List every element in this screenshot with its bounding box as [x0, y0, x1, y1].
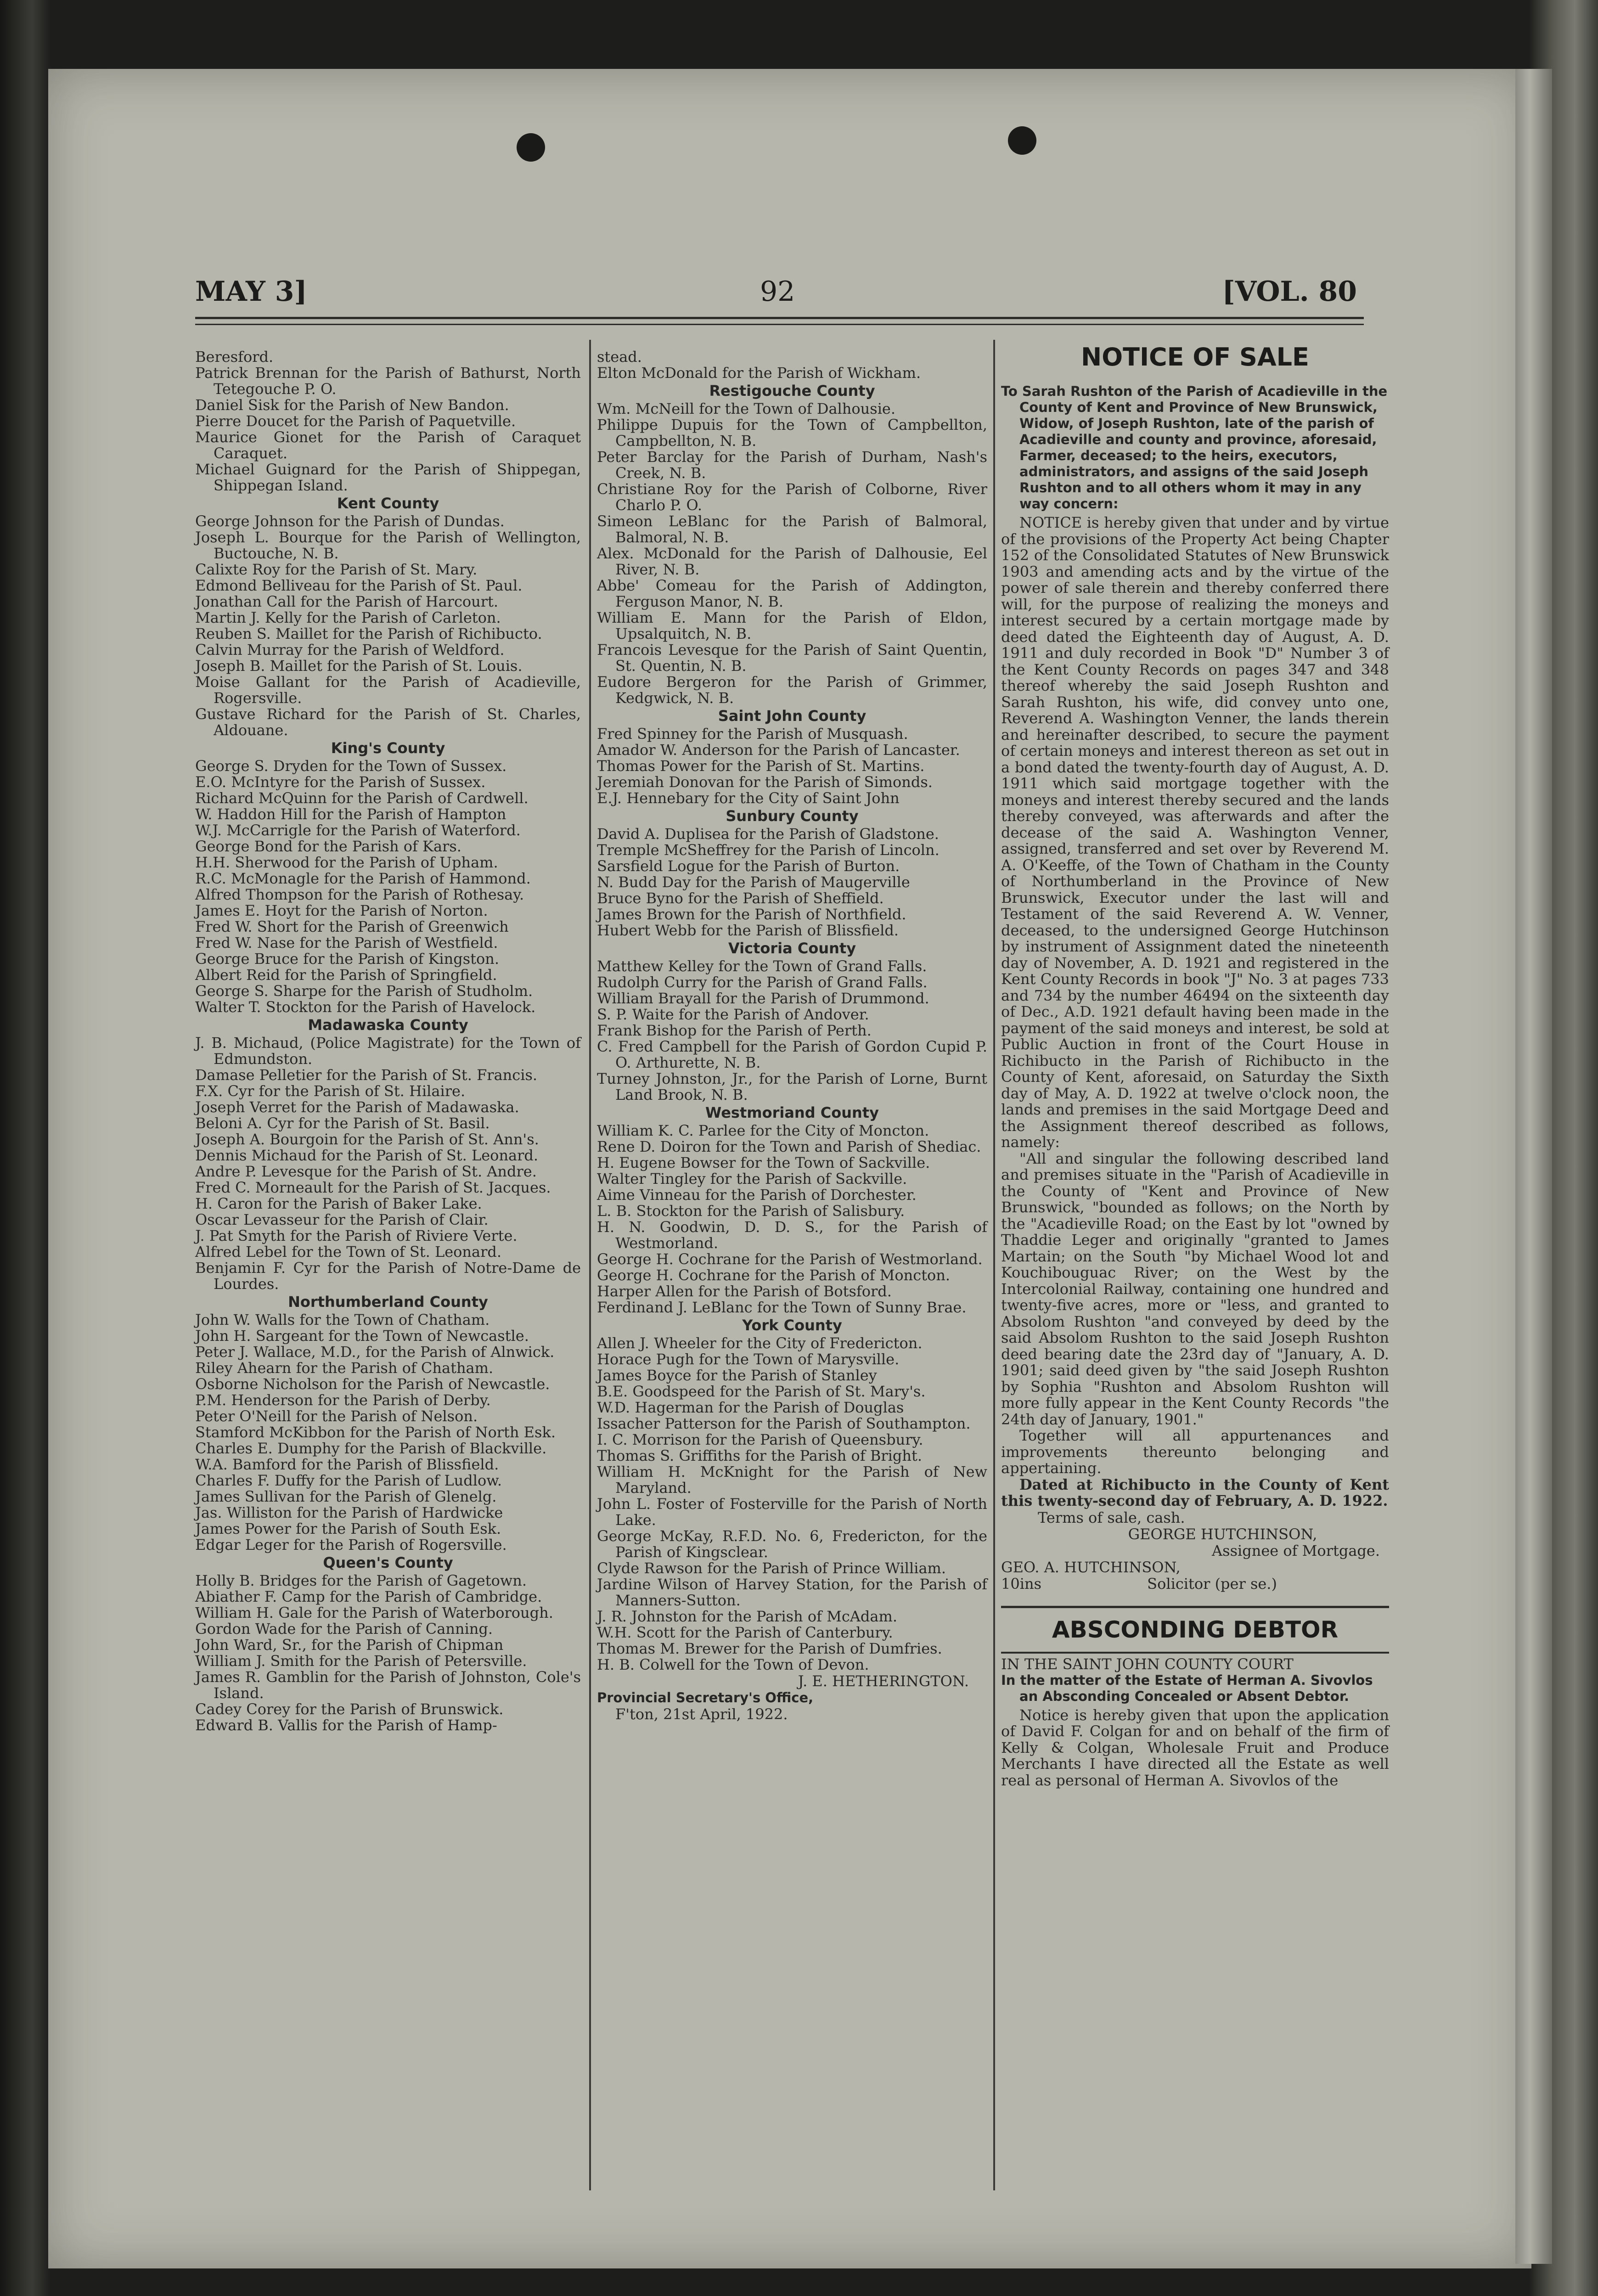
notice-of-sale-title: NOTICE OF SALE	[1081, 343, 1309, 371]
justice-entry: H.H. Sherwood for the Parish of Upham.	[195, 854, 498, 871]
justice-entry: John L. Foster of Fosterville for the Parish of North Lake.	[597, 1495, 987, 1529]
justice-entry: H. Eugene Bowser for the Town of Sackville.	[597, 1154, 930, 1171]
justice-entry: Calvin Murray for the Parish of Weldford.	[195, 641, 505, 658]
entries-group	[195, 1573, 581, 1733]
justice-entry: Joseph B. Maillet for the Parish of St. Louis.	[195, 657, 523, 675]
justice-entry: Francois Levesque for the Parish of Saint Quentin, St. Quentin, N. B.	[597, 641, 987, 675]
justice-entry: Holly B. Bridges for the Parish of Gagetown.	[195, 1572, 527, 1589]
justice-entry: William Brayall for the Parish of Drummond.	[597, 990, 929, 1007]
justice-entry: Fred W. Nase for the Parish of Westfield.	[195, 934, 498, 951]
notice-dated: Dated at Richibucto in the County of Kent this twenty-second day of February, A. D. 1922.	[1001, 1475, 1389, 1509]
justice-entry: George Bond for the Parish of Kars.	[195, 838, 461, 855]
justice-entry: Fred W. Short for the Parish of Greenwich	[195, 918, 509, 935]
justice-entry: L. B. Stockton for the Parish of Salisbury.	[597, 1202, 905, 1220]
court-name: IN THE SAINT JOHN COUNTY COURT	[1001, 1655, 1294, 1673]
justice-entry: Joseph L. Bourque for the Parish of Wellington, Buctouche, N. B.	[195, 529, 581, 562]
solicitor-title: Solicitor (per se.)	[1147, 1575, 1277, 1593]
justice-entry: David A. Duplisea for the Parish of Gladstone.	[597, 825, 939, 843]
justice-entry: W.D. Hagerman for the Parish of Douglas	[597, 1399, 904, 1416]
justice-entry: Osborne Nicholson for the Parish of Newcastle.	[195, 1375, 550, 1393]
justice-entry: W.J. McCarrigle for the Parish of Waterford.	[195, 822, 521, 839]
justice-entry: Stamford McKibbon for the Parish of North Esk.	[195, 1424, 556, 1441]
justice-entry: Edgar Leger for the Parish of Rogersville.	[195, 1536, 507, 1553]
justice-entry: Joseph Verret for the Parish of Madawaska.	[195, 1098, 519, 1116]
justice-entry: Matthew Kelley for the Town of Grand Falls.	[597, 957, 927, 975]
notice-date: F'ton, 21st April, 1922.	[615, 1705, 788, 1723]
county-heading: Victoria County	[728, 940, 856, 957]
justice-entry: Riley Ahearn for the Parish of Chatham.	[195, 1359, 494, 1377]
binding-hole-left	[517, 133, 545, 162]
justice-entry: Philippe Dupuis for the Town of Campbellton, Campbellton, N. B.	[597, 416, 987, 450]
justice-entry: George S. Dryden for the Town of Sussex.	[195, 757, 507, 775]
justice-entry: George S. Sharpe for the Parish of Studholm.	[195, 982, 533, 1000]
justice-entry: Peter O'Neill for the Parish of Nelson.	[195, 1407, 478, 1425]
justice-entry: Gustave Richard for the Parish of St. Charles, Aldouane.	[195, 705, 581, 739]
binding-hole-right	[1008, 126, 1036, 155]
column-justices-2	[597, 349, 987, 1722]
county-heading: Kent County	[337, 495, 439, 512]
section-rule-2	[1001, 1652, 1389, 1654]
justice-entry: W.A. Bamford for the Parish of Blissfield.	[195, 1456, 499, 1473]
entries-group	[195, 349, 581, 494]
justice-entry: James Brown for the Parish of Northfield.	[597, 906, 906, 923]
justice-entry: F.X. Cyr for the Parish of St. Hilaire.	[195, 1082, 466, 1100]
justice-entry: N. Budd Day for the Parish of Maugerville	[597, 873, 910, 891]
justice-entry: James E. Hoyt for the Parish of Norton.	[195, 902, 488, 919]
justice-entry: Charles F. Duffy for the Parish of Ludlow.	[195, 1472, 502, 1489]
solicitor-line	[1001, 1576, 1389, 1592]
justice-entry: George McKay, R.F.D. No. 6, Fredericton, for the Parish of Kingsclear.	[597, 1527, 987, 1561]
assignee-name: GEORGE HUTCHINSON,	[1128, 1525, 1317, 1543]
county-heading: King's County	[331, 739, 445, 757]
notice-land-description: "All and singular the following described land and premises situate in the "Parish of Acadieville in the County of "Kent and Province of New Brunswick, "bounded as follows; on the North by the "Acadieville Road; on the East by lot "owned by Thaddie Leger and originally "granted to James Martain; on the South "by Michael Wood lot and Kouchibouguac River; on the West by the Intercolonial Railway, containing one hundred and twenty-five acres, more or "less, and granted to Absolom Rushton "and conveyed by deed by the said Absolom Rushton to the said Joseph Rushton deed bearing date the 23rd day of "January, A. D. 1901; said deed given by "the said Joseph Rushton by Sophia "Rushton and Absolom Rushton will more fully appear in the Kent County Records "the 24th day of January, 1901."	[1001, 1149, 1389, 1428]
justice-entry: Martin J. Kelly for the Parish of Carleton.	[195, 609, 501, 626]
justice-entry: Jas. Williston for the Parish of Hardwicke	[195, 1504, 503, 1521]
justice-entry: Abbe' Comeau for the Parish of Addington, Ferguson Manor, N. B.	[597, 577, 987, 610]
justice-entry: Bruce Byno for the Parish of Sheffield.	[597, 889, 884, 907]
justice-entry: George H. Cochrane for the Parish of Moncton.	[597, 1266, 951, 1284]
justice-entry: Pierre Doucet for the Parish of Paquetville.	[195, 412, 516, 430]
column-notices	[1001, 343, 1389, 1789]
entries-group	[195, 513, 581, 738]
justice-entry: J. B. Michaud, (Police Magistrate) for the Town of Edmundston.	[195, 1034, 581, 1068]
justice-entry: William H. McKnight for the Parish of New Maryland.	[597, 1463, 987, 1497]
column-justices-1	[195, 349, 581, 1733]
justice-entry: John H. Sargeant for the Town of Newcastle.	[195, 1327, 529, 1345]
justice-entry: H. N. Goodwin, D. D. S., for the Parish of Westmorland.	[597, 1218, 987, 1252]
justice-entry: Harper Allen for the Parish of Botsford.	[597, 1283, 892, 1300]
header-page-number: 92	[760, 276, 795, 308]
justice-entry: James Power for the Parish of South Esk.	[195, 1520, 501, 1537]
justice-entry: R.C. McMonagle for the Parish of Hammond.	[195, 870, 531, 887]
entries-group	[597, 349, 987, 381]
justice-entry: Edward B. Vallis for the Parish of Hamp-	[195, 1716, 497, 1734]
justice-entry: Joseph A. Bourgoin for the Parish of St. Ann's.	[195, 1131, 539, 1148]
justice-entry: William K. C. Parlee for the City of Moncton.	[597, 1122, 929, 1139]
justice-entry: Sarsfield Logue for the Parish of Burton.	[597, 857, 900, 875]
county-heading: Saint John County	[718, 707, 867, 725]
justice-entry: B.E. Goodspeed for the Parish of St. Mary's.	[597, 1383, 926, 1400]
section-rule	[1001, 1606, 1389, 1608]
justice-entry: Jardine Wilson of Harvey Station, for the Parish of Manners-Sutton.	[597, 1576, 987, 1609]
justice-entry: Benjamin F. Cyr for the Parish of Notre-Dame de Lourdes.	[195, 1259, 581, 1293]
justice-entry: Daniel Sisk for the Parish of New Bandon.	[195, 396, 509, 414]
justice-entry: Hubert Webb for the Parish of Blissfield.	[597, 922, 899, 939]
justice-entry: Aime Vinneau for the Parish of Dorchester.	[597, 1186, 917, 1204]
justice-entry: Damase Pelletier for the Parish of St. Francis.	[195, 1066, 538, 1084]
absconding-debtor-title: ABSCONDING DEBTOR	[1052, 1616, 1339, 1643]
justice-entry: Cadey Corey for the Parish of Brunswick.	[195, 1700, 504, 1718]
entries-group	[597, 1123, 987, 1316]
header-date: MAY 3]	[195, 276, 307, 308]
justice-entry: Andre P. Levesque for the Parish of St. Andre.	[195, 1163, 537, 1180]
page-edge-strip	[1515, 69, 1552, 2264]
justice-entry: Maurice Gionet for the Parish of Caraquet Caraquet.	[195, 428, 581, 462]
justice-entry: W.H. Scott for the Parish of Canterbury.	[597, 1624, 893, 1641]
justice-entry: Alex. McDonald for the Parish of Dalhousie, Eel River, N. B.	[597, 545, 987, 578]
justice-entry: Albert Reid for the Parish of Springfield.	[195, 966, 497, 984]
column-divider-2	[993, 340, 995, 2190]
insertion-code: 10ins	[1001, 1575, 1041, 1593]
justice-entry: John Ward, Sr., for the Parish of Chipman	[195, 1636, 504, 1654]
county-heading: Northumberland County	[288, 1293, 488, 1311]
county-heading: Madawaska County	[308, 1016, 468, 1034]
entries-group	[195, 1035, 581, 1292]
justice-entry: William H. Gale for the Parish of Waterborough.	[195, 1604, 553, 1621]
justice-entry: Elton McDonald for the Parish of Wickham.	[597, 364, 921, 382]
entries-group	[597, 1335, 987, 1673]
justice-entry: J. Pat Smyth for the Parish of Riviere Verte.	[195, 1227, 518, 1244]
justice-entry: Frank Bishop for the Parish of Perth.	[597, 1022, 872, 1039]
justice-entry: Turney Johnston, Jr., for the Parish of Lorne, Burnt Land Brook, N. B.	[597, 1070, 987, 1103]
sale-terms: Terms of sale, cash.	[1038, 1508, 1185, 1526]
justice-entry: C. Fred Campbell for the Parish of Gordon Cupid P. O. Arthurette, N. B.	[597, 1038, 987, 1071]
justice-entry: Ferdinand J. LeBlanc for the Town of Sunny Brae.	[597, 1299, 967, 1316]
secretary-signature: J. E. HETHERINGTON.	[798, 1672, 969, 1690]
page-header	[195, 276, 1357, 317]
notice-appurtenances: Together will all appurtenances and improvements thereunto belonging and appertaining.	[1001, 1427, 1389, 1477]
justice-entry: George Johnson for the Parish of Dundas.	[195, 512, 505, 530]
justice-entry: Alfred Lebel for the Town of St. Leonard.	[195, 1243, 502, 1261]
justice-entry: William E. Mann for the Parish of Eldon, Upsalquitch, N. B.	[597, 609, 987, 642]
county-heading: Queen's County	[323, 1554, 453, 1571]
justice-entry: Amador W. Anderson for the Parish of Lancaster.	[597, 741, 960, 759]
secretary-office: Provincial Secretary's Office,	[597, 1690, 814, 1705]
county-heading: Restigouche County	[709, 382, 875, 400]
justice-entry: S. P. Waite for the Parish of Andover.	[597, 1006, 869, 1023]
justice-entry: Tremple McSheffrey for the Parish of Lincoln.	[597, 841, 940, 859]
justice-entry: Fred C. Morneault for the Parish of St. Jacques.	[195, 1179, 551, 1196]
justice-entry: Wm. McNeill for the Town of Dalhousie.	[597, 400, 896, 417]
justice-entry: Rene D. Doiron for the Town and Parish of Shediac.	[597, 1138, 981, 1155]
justice-entry: J. R. Johnston for the Parish of McAdam.	[597, 1608, 897, 1625]
justice-entry: Clyde Rawson for the Parish of Prince William.	[597, 1559, 946, 1577]
justice-entry: Moise Gallant for the Parish of Acadieville, Rogersville.	[195, 673, 581, 707]
entries-group	[597, 826, 987, 939]
justice-entry: Allen J. Wheeler for the City of Fredericton.	[597, 1334, 923, 1352]
justice-entry: I. C. Morrison for the Parish of Queensbury.	[597, 1431, 923, 1448]
justice-entry: Eudore Bergeron for the Parish of Grimmer, Kedgwick, N. B.	[597, 673, 987, 707]
header-volume: [VOL. 80	[1222, 276, 1357, 308]
justice-entry: Horace Pugh for the Town of Marysville.	[597, 1351, 900, 1368]
justice-entry: Patrick Brennan for the Parish of Bathurst, North Tetegouche P. O.	[195, 364, 581, 398]
entries-group	[597, 401, 987, 706]
justice-entry: Peter Barclay for the Parish of Durham, Nash's Creek, N. B.	[597, 448, 987, 482]
county-heading: York County	[742, 1317, 842, 1334]
justice-entry: Beloni A. Cyr for the Parish of St. Basil.	[195, 1114, 490, 1132]
entries-group	[597, 726, 987, 806]
justice-entry: Simeon LeBlanc for the Parish of Balmoral, Balmoral, N. B.	[597, 512, 987, 546]
justice-entry: E.J. Hennebary for the City of Saint John	[597, 789, 900, 807]
justice-entry: Fred Spinney for the Parish of Musquash.	[597, 725, 908, 743]
solicitor-name: GEO. A. HUTCHINSON,	[1001, 1558, 1181, 1576]
justice-entry: Walter Tingley for the Parish of Sackville.	[597, 1170, 907, 1187]
justice-entry: Beresford.	[195, 348, 274, 366]
notice-addressee: To Sarah Rushton of the Parish of Acadieville in the County of Kent and Province of New Brunswick, Widow, of Joseph Rushton, late of the parish of Acadieville and county and province, aforesaid, Farmer, deceased; to the heirs, executors, administrators, and assigns of the said Joseph Rushton and to all others whom it may in any way concern:	[1001, 383, 1388, 512]
column-divider-1	[589, 340, 591, 2190]
justice-entry: Thomas Power for the Parish of St. Martins.	[597, 757, 925, 775]
justice-entry: Walter T. Stockton for the Parish of Havelock.	[195, 998, 536, 1016]
justice-entry: William J. Smith for the Parish of Petersville.	[195, 1652, 527, 1670]
justice-entry: H. B. Colwell for the Town of Devon.	[597, 1656, 869, 1673]
absconding-notice-body: Notice is hereby given that upon the application of David F. Colgan for and on behalf of the firm of Kelly & Colgan, Wholesale Fruit and Produce Merchants I have directed all the Estate as well real as personal of Herman A. Sivovlos of the	[1001, 1706, 1389, 1789]
justice-entry: Dennis Michaud for the Parish of St. Leonard.	[195, 1147, 539, 1164]
estate-matter: In the matter of the Estate of Herman A. Sivovlos an Absconding Concealed or Absent Debtor.	[1001, 1672, 1373, 1704]
justice-entry: James Sullivan for the Parish of Glenelg.	[195, 1488, 497, 1505]
justice-entry: Abiather F. Camp for the Parish of Cambridge.	[195, 1588, 542, 1605]
justice-entry: Jeremiah Donovan for the Parish of Simonds.	[597, 773, 933, 791]
county-heading: Sunbury County	[726, 807, 859, 825]
justice-entry: Edmond Belliveau for the Parish of St. Paul.	[195, 577, 523, 594]
justice-entry: George Bruce for the Parish of Kingston.	[195, 950, 500, 968]
entries-group	[195, 758, 581, 1015]
justice-entry: P.M. Henderson for the Parish of Derby.	[195, 1391, 491, 1409]
justice-entry: stead.	[597, 348, 642, 366]
justice-entry: Peter J. Wallace, M.D., for the Parish of Alnwick.	[195, 1343, 555, 1361]
justice-entry: Charles E. Dumphy for the Parish of Blackville.	[195, 1440, 547, 1457]
header-rule-top	[195, 317, 1364, 319]
justice-entry: James R. Gamblin for the Parish of Johnston, Cole's Island.	[195, 1668, 581, 1702]
justice-entry: John W. Walls for the Town of Chatham.	[195, 1311, 490, 1328]
justice-entry: Issacher Patterson for the Parish of Southampton.	[597, 1415, 971, 1432]
justice-entry: James Boyce for the Parish of Stanley	[597, 1367, 877, 1384]
header-rule-bottom	[195, 324, 1364, 325]
justice-entry: W. Haddon Hill for the Parish of Hampton	[195, 805, 506, 823]
justice-entry: Jonathan Call for the Parish of Harcourt.	[195, 593, 499, 610]
justice-entry: Alfred Thompson for the Parish of Rothesay.	[195, 886, 524, 903]
entries-group	[597, 958, 987, 1103]
justice-entry: Thomas M. Brewer for the Parish of Dumfries.	[597, 1640, 942, 1657]
justice-entry: H. Caron for the Parish of Baker Lake.	[195, 1195, 482, 1212]
justice-entry: Thomas S. Griffiths for the Parish of Bright.	[597, 1447, 922, 1464]
justice-entry: Christiane Roy for the Parish of Colborne, River Charlo P. O.	[597, 480, 987, 514]
county-heading: Westmoriand County	[705, 1104, 879, 1121]
justice-entry: Michael Guignard for the Parish of Shippegan, Shippegan Island.	[195, 461, 581, 494]
notice-body: NOTICE is hereby given that under and by virtue of the provisions of the Property Act being Chapter 152 of the Consolidated Statutes of New Brunswick 1903 and amending acts and by the virtue of the power of sale therein and thereby conferred there will, for the purpose of realizing the moneys and interest secured by a certain mortgage made by deed dated the Eighteenth day of August, A. D. 1911 and duly recorded in Book "D" Number 3 of the Kent County Records on pages 347 and 348 thereof whereby the said Joseph Rushton and Sarah Rushton, his wife, did convey unto one, Reverend A. Washington Venner, the lands therein and hereinafter described, to secure the payment of certain moneys and interest thereon as set out in a bond dated the twenty-fourth day of August, A. D. 1911 which said mortgage together with the moneys and interest thereby secured and the lands thereby conveyed, was afterwards and after the decease of the said A. Washington Venner, assigned, transferred and set over by Reverend M. A. O'Keeffe, of the Town of Chatham in the County of Northumberland in the Province of New Brunswick, Executor under the last will and Testament of the said Reverend A. W. Venner, deceased, to the undersigned George Hutchinson by instrument of Assignment dated the nineteenth day of November, A. D. 1921 and registered in the Kent County Records in book "J" No. 3 at pages 733 and 734 by the number 46494 on the sixteenth day of Dec., A.D. 1921 default having been made in the payment of the said moneys and interest, be sold at Public Auction in front of the Court House in Richibucto in the Parish of Richibucto in the County of Kent, aforesaid, on Saturday the Sixth day of May, A. D. 1922 at twelve o'clock noon, the lands and premises in the said Mortgage Deed and the Assignment thereof described as follows, namely:	[1001, 514, 1389, 1151]
justice-entry: Calixte Roy for the Parish of St. Mary.	[195, 561, 478, 578]
assignee-title: Assignee of Mortgage.	[1212, 1542, 1380, 1559]
justice-entry: Richard McQuinn for the Parish of Cardwell.	[195, 789, 529, 807]
entries-group	[195, 1312, 581, 1553]
justice-entry: E.O. McIntyre for the Parish of Sussex.	[195, 773, 486, 791]
justice-entry: Gordon Wade for the Parish of Canning.	[195, 1620, 493, 1638]
justice-entry: Rudolph Curry for the Parish of Grand Falls.	[597, 974, 928, 991]
justice-entry: Oscar Levasseur for the Parish of Clair.	[195, 1211, 489, 1228]
justice-entry: Reuben S. Maillet for the Parish of Richibucto.	[195, 625, 542, 642]
justice-entry: George H. Cochrane for the Parish of Westmorland.	[597, 1250, 983, 1268]
